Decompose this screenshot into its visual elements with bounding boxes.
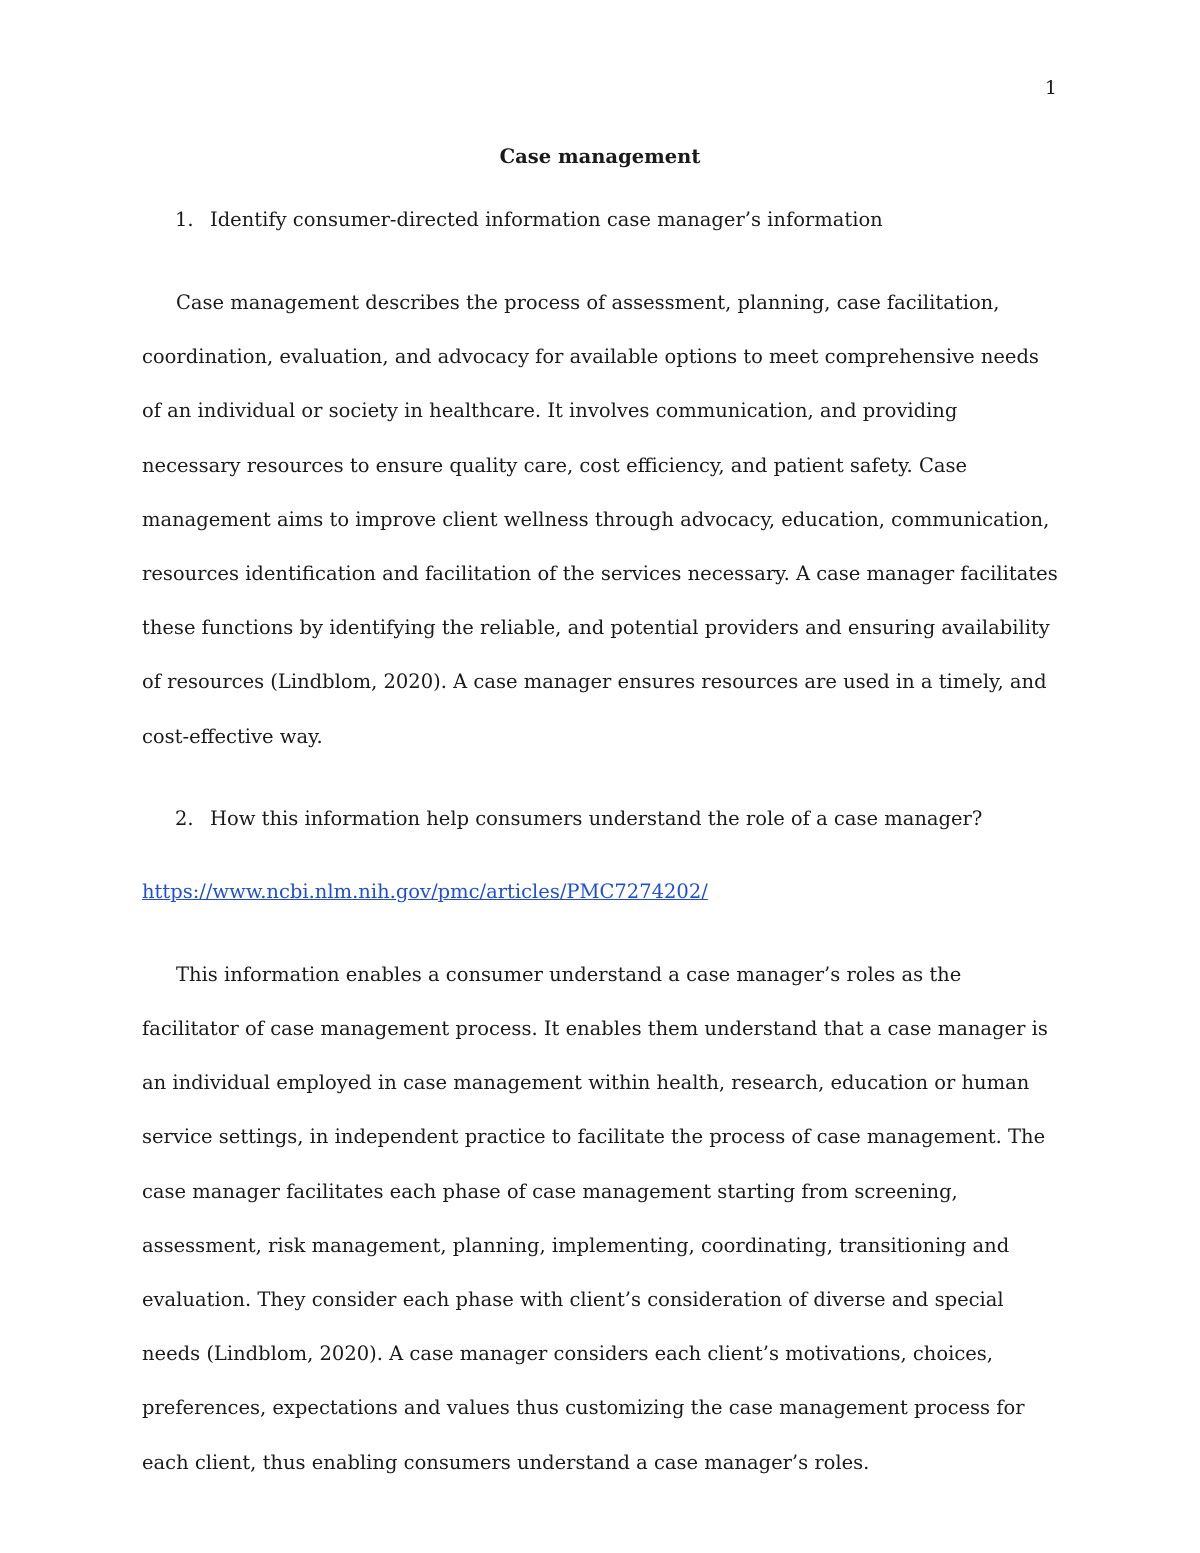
paragraph-1: Case management describes the process of assessment, planning, case facilitation, coordination, evaluation, and advocacy for available options to meet comprehensive needs of an individual or society in healthcare. It involves communication, and providing necessary resources to ensure quality care, cost efficiency, and patient safety. Case management aims to improve client wellness through advocacy, education, communication, resources identification and facilitation of the services necessary. A case manager facilitates these functions by identifying the reliable, and potential providers and ensuring availability of resources (Lindblom, 2020). A case manager ensures resources are used in a timely, and cost-effective way.	[142, 291, 1058, 748]
document-body	[142, 140, 1058, 1490]
question-number: 2.	[175, 806, 194, 830]
document-title: Case management	[499, 145, 701, 168]
question-text: How this information help consumers understand the role of a case manager?	[210, 806, 983, 830]
page-number: 1	[1044, 77, 1057, 99]
question-number: 1.	[175, 208, 194, 231]
question-2	[142, 802, 1058, 836]
question-text: Identify consumer-directed information case manager’s information	[210, 208, 883, 231]
question-1	[142, 203, 1058, 237]
reference-link-line	[142, 875, 1058, 909]
paragraph-2: This information enables a consumer understand a case manager’s roles as the facilitator of case management process. It enables them understand that a case manager is an individual employed in case management within health, research, education or human service settings, in independent practice to facilitate the process of case management. The case manager facilitates each phase of case management starting from screening, assessment, risk management, planning, implementing, coordinating, transitioning and evaluation. They consider each phase with client’s consideration of diverse and special needs (Lindblom, 2020). A case manager considers each client’s motivations, choices, preferences, expectations and values thus customizing the case management process for each client, thus enabling consumers understand a case manager’s roles.	[142, 962, 1048, 1474]
reference-link[interactable]: https://www.ncbi.nlm.nih.gov/pmc/articles/PMC7274202/	[142, 879, 708, 903]
